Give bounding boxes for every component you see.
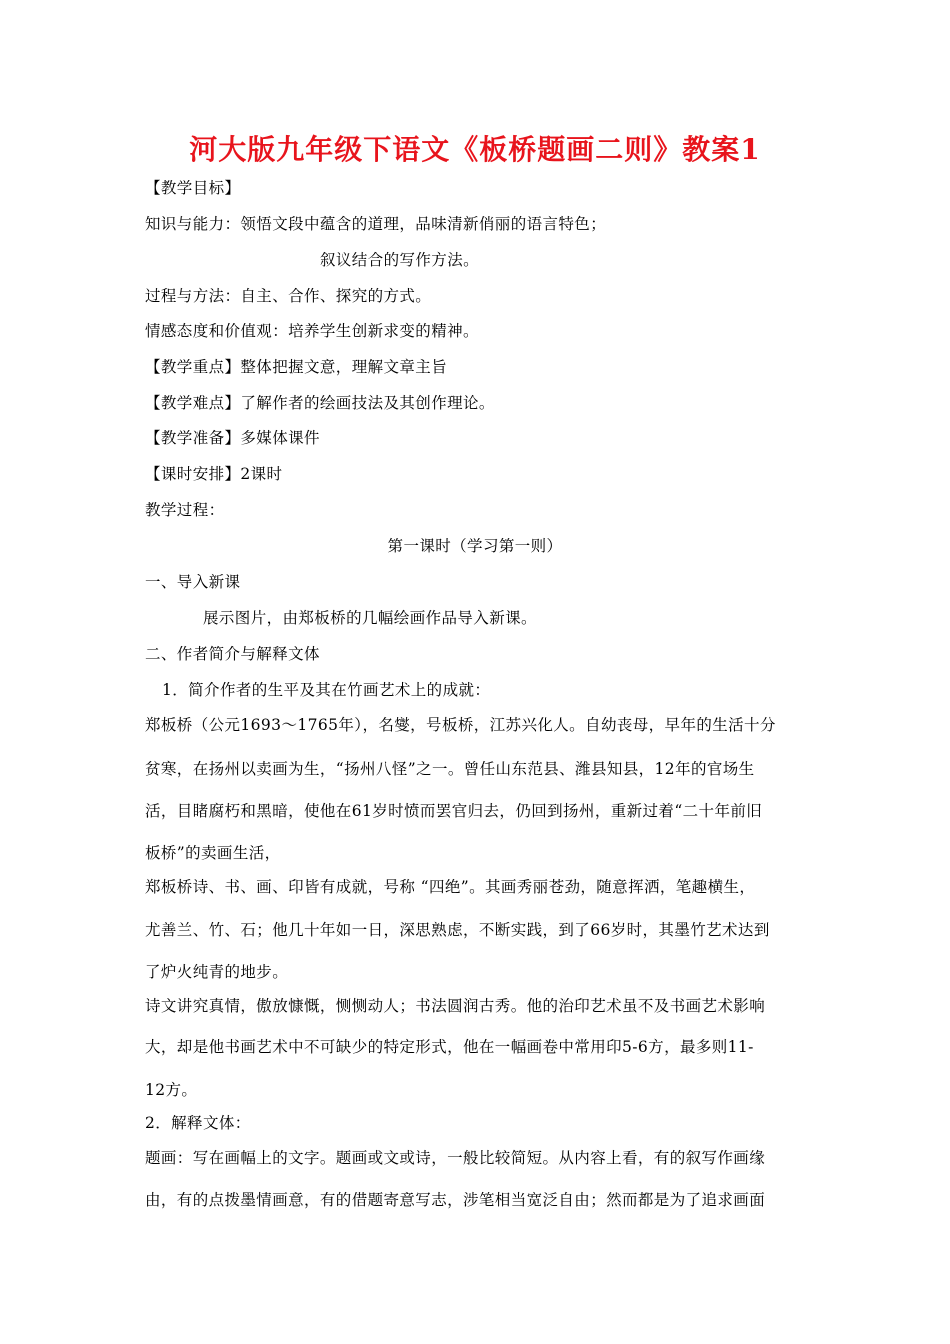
section-heading-schedule: 【课时安排】2课时 <box>145 465 283 483</box>
paragraph-line: 板桥”的卖画生活， <box>145 844 281 862</box>
section-heading-author: 二、作者简介与解释文体 <box>145 645 320 663</box>
paragraph-line: 12方。 <box>145 1081 198 1099</box>
section-heading-key-points: 【教学重点】整体把握文意，理解文章主旨 <box>145 358 448 376</box>
paragraph-line: 尤善兰、竹、石；他几十年如一日，深思熟虑，不断实践，到了66岁时，其墨竹艺术达到 <box>145 921 770 939</box>
paragraph-line: 由，有的点拨墨情画意，有的借题寄意写志，涉笔相当宽泛自由；然而都是为了追求画面 <box>145 1191 766 1209</box>
paragraph-line: 大，却是他书画艺术中不可缺少的特定形式，他在一幅画卷中常用印5-6方，最多则11- <box>145 1038 754 1056</box>
paragraph-line: 郑板桥诗、书、画、印皆有成就，号称 “四绝”。其画秀丽苍劲，随意挥洒，笔趣横生， <box>145 878 756 896</box>
paragraph-line: 郑板桥（公元1693～1765年），名燮，号板桥，江苏兴化人。自幼丧母，早年的生活十分 <box>145 716 776 734</box>
lesson-heading: 第一课时（学习第一则） <box>387 537 563 555</box>
paragraph-line: 活，目睹腐朽和黑暗，使他在61岁时愤而罢官归去，仍回到扬州，重新过着“二十年前旧 <box>145 802 763 820</box>
paragraph-line: 叙议结合的写作方法。 <box>320 251 480 269</box>
section-heading-difficulties: 【教学难点】了解作者的绘画技法及其创作理论。 <box>145 394 495 412</box>
paragraph-line: 过程与方法：自主、合作、探究的方式。 <box>145 287 432 305</box>
paragraph-line: 情感态度和价值观：培养学生创新求变的精神。 <box>145 322 479 340</box>
subsection-heading: 2．解释文体： <box>145 1114 251 1132</box>
subsection-heading: 1．简介作者的生平及其在竹画艺术上的成就： <box>162 681 491 699</box>
paragraph-line: 教学过程： <box>145 501 225 519</box>
paragraph-line: 诗文讲究真情，傲放慷慨，恻恻动人；书法圆润古秀。他的治印艺术虽不及书画艺术影响 <box>145 997 766 1015</box>
paragraph-line: 题画：写在画幅上的文字。题画或文或诗，一般比较简短。从内容上看，有的叙写作画缘 <box>145 1149 766 1167</box>
document-title: 河大版九年级下语文《板桥题画二则》教案1 <box>189 133 761 166</box>
section-heading-intro: 一、导入新课 <box>145 573 241 591</box>
section-heading-objectives: 【教学目标】 <box>145 179 241 197</box>
paragraph-line: 贫寒，在扬州以卖画为生，“扬州八怪”之一。曾任山东范县、潍县知县，12年的官场生 <box>145 760 755 778</box>
paragraph-line: 展示图片，由郑板桥的几幅绘画作品导入新课。 <box>203 609 537 627</box>
section-heading-preparation: 【教学准备】多媒体课件 <box>145 429 320 447</box>
paragraph-line: 知识与能力：领悟文段中蕴含的道理，品味清新俏丽的语言特色； <box>145 215 607 233</box>
paragraph-line: 了炉火纯青的地步。 <box>145 963 289 981</box>
